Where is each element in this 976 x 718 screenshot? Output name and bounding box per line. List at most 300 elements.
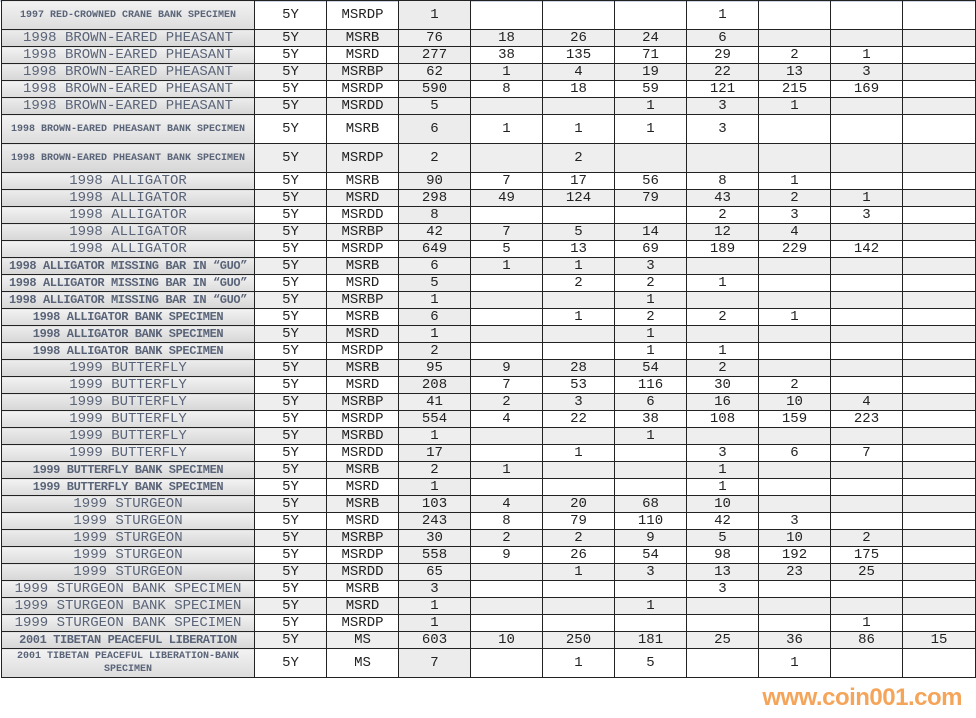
count-cell	[759, 360, 831, 377]
denomination-cell: 5Y	[255, 598, 327, 615]
coin-name-cell: 1999 BUTTERFLY BANK SPECIMEN	[2, 462, 255, 479]
denomination-cell: 5Y	[255, 564, 327, 581]
count-cell: 18	[543, 81, 615, 98]
count-cell: 2	[687, 309, 759, 326]
count-cell: 26	[543, 30, 615, 47]
count-cell: 2	[471, 394, 543, 411]
count-cell	[543, 615, 615, 632]
grade-cell: MSRD	[327, 479, 399, 496]
count-cell: 2	[831, 530, 903, 547]
count-cell: 7	[471, 377, 543, 394]
total-cell: 1	[399, 326, 471, 343]
count-cell	[615, 1, 687, 30]
total-cell: 554	[399, 411, 471, 428]
table-row	[2, 64, 976, 81]
denomination-cell: 5Y	[255, 144, 327, 173]
count-cell: 1	[543, 309, 615, 326]
count-cell: 110	[615, 513, 687, 530]
table-row	[2, 224, 976, 241]
grade-cell: MSRB	[327, 258, 399, 275]
count-cell	[903, 309, 976, 326]
grade-cell: MSRDP	[327, 1, 399, 30]
count-cell	[471, 309, 543, 326]
count-cell	[903, 530, 976, 547]
count-cell	[471, 98, 543, 115]
count-cell	[831, 326, 903, 343]
coin-name-cell: 1998 BROWN-EARED PHEASANT	[2, 98, 255, 115]
count-cell: 10	[759, 394, 831, 411]
grade-cell: MSRDP	[327, 241, 399, 258]
grade-cell: MSRB	[327, 581, 399, 598]
denomination-cell: 5Y	[255, 190, 327, 207]
grade-cell: MSRDD	[327, 98, 399, 115]
table-row	[2, 47, 976, 64]
count-cell	[471, 615, 543, 632]
count-cell	[543, 1, 615, 30]
denomination-cell: 5Y	[255, 411, 327, 428]
count-cell	[687, 292, 759, 309]
count-cell: 2	[543, 275, 615, 292]
count-cell	[831, 292, 903, 309]
count-cell: 8	[471, 513, 543, 530]
denomination-cell: 5Y	[255, 632, 327, 649]
count-cell: 1	[615, 292, 687, 309]
count-cell	[759, 479, 831, 496]
total-cell: 243	[399, 513, 471, 530]
denomination-cell: 5Y	[255, 30, 327, 47]
table-row	[2, 1, 976, 30]
denomination-cell: 5Y	[255, 513, 327, 530]
count-cell: 14	[615, 224, 687, 241]
count-cell	[831, 649, 903, 678]
grade-cell: MSRD	[327, 275, 399, 292]
total-cell: 62	[399, 64, 471, 81]
count-cell	[903, 81, 976, 98]
denomination-cell: 5Y	[255, 241, 327, 258]
count-cell: 18	[471, 30, 543, 47]
count-cell	[471, 292, 543, 309]
count-cell	[543, 98, 615, 115]
table-row	[2, 513, 976, 530]
coin-name-cell: 2001 TIBETAN PEACEFUL LIBERATION-BANK SPECIMEN	[2, 649, 255, 678]
count-cell: 20	[543, 496, 615, 513]
count-cell: 13	[687, 564, 759, 581]
count-cell	[615, 445, 687, 462]
count-cell	[831, 598, 903, 615]
total-cell: 17	[399, 445, 471, 462]
total-cell: 76	[399, 30, 471, 47]
total-cell: 603	[399, 632, 471, 649]
grade-cell: MSRDD	[327, 445, 399, 462]
count-cell: 53	[543, 377, 615, 394]
count-cell	[543, 292, 615, 309]
coin-name-cell: 1999 STURGEON	[2, 496, 255, 513]
count-cell: 1	[687, 275, 759, 292]
count-cell: 24	[615, 30, 687, 47]
grade-cell: MSRD	[327, 513, 399, 530]
count-cell: 1	[543, 115, 615, 144]
total-cell: 1	[399, 428, 471, 445]
count-cell	[759, 496, 831, 513]
count-cell	[687, 258, 759, 275]
count-cell: 2	[471, 530, 543, 547]
coin-name-cell: 1998 ALLIGATOR MISSING BAR IN “GUO”	[2, 275, 255, 292]
count-cell	[471, 207, 543, 224]
total-cell: 1	[399, 598, 471, 615]
count-cell	[903, 275, 976, 292]
count-cell	[903, 513, 976, 530]
count-cell: 1	[831, 47, 903, 64]
count-cell: 4	[471, 411, 543, 428]
denomination-cell: 5Y	[255, 207, 327, 224]
coin-name-cell: 1999 BUTTERFLY	[2, 360, 255, 377]
count-cell: 3	[687, 115, 759, 144]
count-cell: 7	[831, 445, 903, 462]
count-cell: 36	[759, 632, 831, 649]
count-cell: 2	[759, 47, 831, 64]
table-row	[2, 394, 976, 411]
denomination-cell: 5Y	[255, 343, 327, 360]
count-cell: 3	[831, 64, 903, 81]
table-row	[2, 275, 976, 292]
count-cell: 121	[687, 81, 759, 98]
grade-cell: MSRBP	[327, 394, 399, 411]
coin-name-cell: 1998 BROWN-EARED PHEASANT BANK SPECIMEN	[2, 115, 255, 144]
count-cell	[903, 64, 976, 81]
count-cell: 12	[687, 224, 759, 241]
count-cell	[687, 144, 759, 173]
count-cell	[615, 581, 687, 598]
count-cell: 54	[615, 547, 687, 564]
count-cell: 4	[759, 224, 831, 241]
count-cell: 1	[615, 115, 687, 144]
population-table	[1, 0, 976, 678]
denomination-cell: 5Y	[255, 377, 327, 394]
count-cell: 2	[687, 207, 759, 224]
count-cell: 192	[759, 547, 831, 564]
count-cell: 10	[471, 632, 543, 649]
total-cell: 2	[399, 462, 471, 479]
count-cell: 15	[903, 632, 976, 649]
count-cell	[831, 224, 903, 241]
count-cell: 1	[831, 190, 903, 207]
grade-cell: MSRB	[327, 496, 399, 513]
total-cell: 103	[399, 496, 471, 513]
table-row	[2, 547, 976, 564]
count-cell: 1	[615, 598, 687, 615]
total-cell: 1	[399, 615, 471, 632]
coin-name-cell: 1998 ALLIGATOR MISSING BAR IN “GUO”	[2, 258, 255, 275]
count-cell	[903, 343, 976, 360]
grade-cell: MSRB	[327, 462, 399, 479]
count-cell: 1	[687, 479, 759, 496]
denomination-cell: 5Y	[255, 173, 327, 190]
total-cell: 6	[399, 258, 471, 275]
count-cell: 13	[759, 64, 831, 81]
coin-name-cell: 1998 ALLIGATOR	[2, 190, 255, 207]
table-row	[2, 190, 976, 207]
count-cell: 250	[543, 632, 615, 649]
grade-cell: MSRB	[327, 360, 399, 377]
coin-name-cell: 1998 BROWN-EARED PHEASANT	[2, 81, 255, 98]
count-cell: 10	[687, 496, 759, 513]
denomination-cell: 5Y	[255, 360, 327, 377]
count-cell	[759, 292, 831, 309]
coin-name-cell: 1999 STURGEON BANK SPECIMEN	[2, 581, 255, 598]
count-cell	[903, 615, 976, 632]
count-cell: 5	[471, 241, 543, 258]
count-cell: 4	[831, 394, 903, 411]
count-cell: 1	[615, 428, 687, 445]
count-cell	[543, 598, 615, 615]
table-row	[2, 343, 976, 360]
count-cell	[903, 445, 976, 462]
table-row	[2, 581, 976, 598]
count-cell: 79	[543, 513, 615, 530]
count-cell: 23	[759, 564, 831, 581]
count-cell	[615, 144, 687, 173]
count-cell: 26	[543, 547, 615, 564]
count-cell: 9	[471, 547, 543, 564]
grade-cell: MSRDP	[327, 343, 399, 360]
count-cell: 68	[615, 496, 687, 513]
count-cell	[903, 190, 976, 207]
denomination-cell: 5Y	[255, 309, 327, 326]
count-cell	[831, 275, 903, 292]
count-cell: 22	[687, 64, 759, 81]
coin-name-cell: 1999 BUTTERFLY	[2, 445, 255, 462]
count-cell	[759, 30, 831, 47]
total-cell: 1	[399, 479, 471, 496]
total-cell: 5	[399, 275, 471, 292]
denomination-cell: 5Y	[255, 445, 327, 462]
coin-name-cell: 1998 ALLIGATOR	[2, 173, 255, 190]
count-cell: 6	[615, 394, 687, 411]
denomination-cell: 5Y	[255, 394, 327, 411]
count-cell	[543, 326, 615, 343]
count-cell	[615, 462, 687, 479]
count-cell	[903, 326, 976, 343]
count-cell	[687, 428, 759, 445]
count-cell: 59	[615, 81, 687, 98]
denomination-cell: 5Y	[255, 496, 327, 513]
grade-cell: MSRD	[327, 377, 399, 394]
count-cell	[759, 428, 831, 445]
count-cell: 22	[543, 411, 615, 428]
coin-name-cell: 1999 BUTTERFLY	[2, 428, 255, 445]
count-cell	[903, 292, 976, 309]
count-cell: 1	[615, 343, 687, 360]
table-row	[2, 411, 976, 428]
count-cell	[903, 30, 976, 47]
count-cell: 135	[543, 47, 615, 64]
count-cell	[903, 547, 976, 564]
coin-name-cell: 1997 RED-CROWNED CRANE BANK SPECIMEN	[2, 1, 255, 30]
count-cell	[543, 581, 615, 598]
count-cell	[831, 1, 903, 30]
count-cell: 25	[687, 632, 759, 649]
coin-name-cell: 1998 ALLIGATOR MISSING BAR IN “GUO”	[2, 292, 255, 309]
total-cell: 2	[399, 144, 471, 173]
grade-cell: MS	[327, 649, 399, 678]
count-cell: 8	[687, 173, 759, 190]
count-cell: 1	[543, 445, 615, 462]
count-cell	[543, 428, 615, 445]
count-cell	[903, 115, 976, 144]
grade-cell: MSRBD	[327, 428, 399, 445]
count-cell	[903, 428, 976, 445]
count-cell: 1	[687, 343, 759, 360]
coin-name-cell: 1998 BROWN-EARED PHEASANT	[2, 30, 255, 47]
table-row	[2, 598, 976, 615]
count-cell: 1	[543, 649, 615, 678]
count-cell: 42	[687, 513, 759, 530]
count-cell: 189	[687, 241, 759, 258]
count-cell: 159	[759, 411, 831, 428]
table-row	[2, 360, 976, 377]
total-cell: 2	[399, 343, 471, 360]
total-cell: 590	[399, 81, 471, 98]
count-cell: 56	[615, 173, 687, 190]
count-cell: 2	[543, 530, 615, 547]
count-cell	[471, 581, 543, 598]
count-cell: 3	[615, 564, 687, 581]
grade-cell: MSRDP	[327, 615, 399, 632]
coin-name-cell: 1999 STURGEON	[2, 564, 255, 581]
count-cell: 4	[543, 64, 615, 81]
count-cell	[471, 275, 543, 292]
count-cell: 2	[759, 377, 831, 394]
grade-cell: MSRBP	[327, 292, 399, 309]
count-cell	[471, 343, 543, 360]
count-cell: 2	[759, 190, 831, 207]
count-cell	[471, 428, 543, 445]
count-cell: 108	[687, 411, 759, 428]
table-row	[2, 615, 976, 632]
denomination-cell: 5Y	[255, 547, 327, 564]
table-row	[2, 207, 976, 224]
total-cell: 5	[399, 98, 471, 115]
count-cell: 10	[759, 530, 831, 547]
count-cell	[903, 598, 976, 615]
count-cell: 29	[687, 47, 759, 64]
grade-cell: MSRBP	[327, 224, 399, 241]
table-row	[2, 496, 976, 513]
denomination-cell: 5Y	[255, 275, 327, 292]
total-cell: 42	[399, 224, 471, 241]
count-cell	[759, 1, 831, 30]
count-cell	[903, 258, 976, 275]
count-cell: 5	[687, 530, 759, 547]
count-cell	[687, 326, 759, 343]
grade-cell: MSRB	[327, 115, 399, 144]
count-cell: 1	[759, 98, 831, 115]
denomination-cell: 5Y	[255, 428, 327, 445]
count-cell: 38	[471, 47, 543, 64]
table-row	[2, 258, 976, 275]
count-cell	[903, 479, 976, 496]
total-cell: 8	[399, 207, 471, 224]
denomination-cell: 5Y	[255, 64, 327, 81]
count-cell	[831, 479, 903, 496]
count-cell: 38	[615, 411, 687, 428]
table-row	[2, 462, 976, 479]
count-cell	[903, 241, 976, 258]
count-cell	[831, 428, 903, 445]
count-cell	[759, 615, 831, 632]
count-cell: 2	[615, 275, 687, 292]
count-cell: 175	[831, 547, 903, 564]
count-cell: 1	[543, 258, 615, 275]
total-cell: 7	[399, 649, 471, 678]
denomination-cell: 5Y	[255, 258, 327, 275]
table-row	[2, 632, 976, 649]
count-cell	[759, 598, 831, 615]
count-cell: 3	[687, 98, 759, 115]
count-cell: 1	[831, 615, 903, 632]
grade-cell: MS	[327, 632, 399, 649]
count-cell	[903, 1, 976, 30]
denomination-cell: 5Y	[255, 98, 327, 115]
table-row	[2, 479, 976, 496]
count-cell: 1	[615, 98, 687, 115]
grade-cell: MSRDP	[327, 81, 399, 98]
count-cell	[759, 343, 831, 360]
total-cell: 1	[399, 292, 471, 309]
grade-cell: MSRD	[327, 190, 399, 207]
count-cell	[759, 462, 831, 479]
grade-cell: MSRBP	[327, 530, 399, 547]
count-cell	[831, 309, 903, 326]
count-cell: 5	[543, 224, 615, 241]
count-cell	[687, 649, 759, 678]
count-cell	[831, 496, 903, 513]
total-cell: 277	[399, 47, 471, 64]
count-cell	[471, 445, 543, 462]
count-cell	[903, 564, 976, 581]
count-cell	[903, 462, 976, 479]
count-cell	[759, 275, 831, 292]
count-cell: 3	[615, 258, 687, 275]
count-cell: 223	[831, 411, 903, 428]
count-cell: 3	[759, 207, 831, 224]
count-cell: 54	[615, 360, 687, 377]
grade-cell: MSRDP	[327, 144, 399, 173]
table-row	[2, 115, 976, 144]
count-cell	[903, 496, 976, 513]
count-cell: 17	[543, 173, 615, 190]
count-cell: 2	[615, 309, 687, 326]
count-cell: 3	[687, 581, 759, 598]
denomination-cell: 5Y	[255, 115, 327, 144]
count-cell: 3	[831, 207, 903, 224]
total-cell: 65	[399, 564, 471, 581]
coin-name-cell: 1999 BUTTERFLY	[2, 411, 255, 428]
coin-name-cell: 1999 STURGEON BANK SPECIMEN	[2, 598, 255, 615]
count-cell	[471, 598, 543, 615]
count-cell: 43	[687, 190, 759, 207]
count-cell	[903, 173, 976, 190]
count-cell	[759, 581, 831, 598]
count-cell: 2	[543, 144, 615, 173]
table-row	[2, 292, 976, 309]
count-cell	[471, 1, 543, 30]
denomination-cell: 5Y	[255, 530, 327, 547]
count-cell	[543, 479, 615, 496]
table-row	[2, 649, 976, 678]
count-cell: 1	[615, 326, 687, 343]
count-cell: 7	[471, 224, 543, 241]
